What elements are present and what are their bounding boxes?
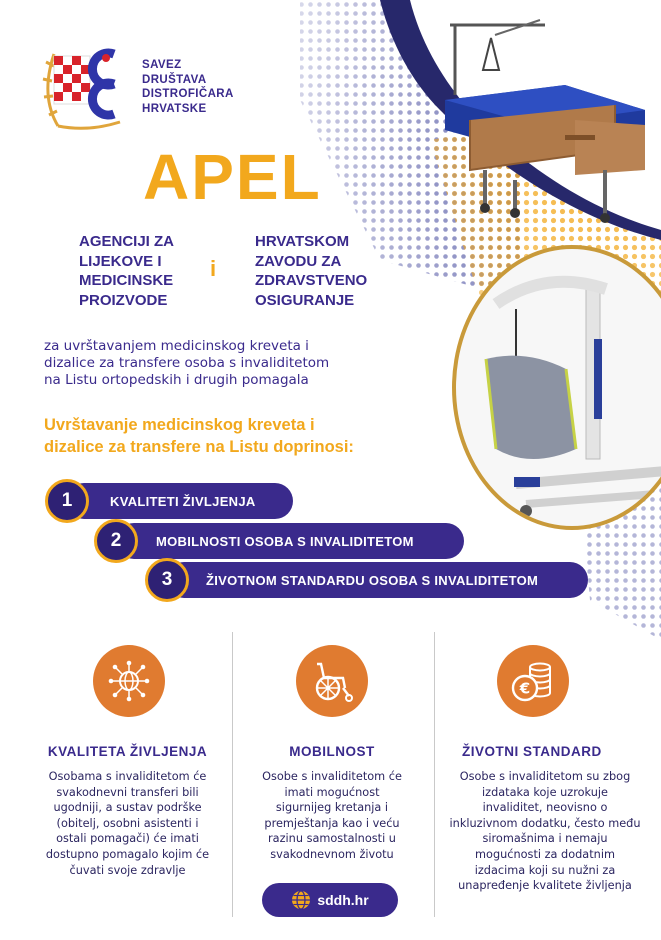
- column-divider: [434, 632, 435, 917]
- contribution-number: 2: [94, 519, 138, 563]
- hospital-bed-image: [415, 0, 661, 235]
- intro-text: za uvrštavanjem medicinskog kreveta i dizalice za transfere osoba s invaliditetom na Listu ortopedskih i drugih pomagala: [44, 338, 330, 388]
- org-line: DRUŠTAVA: [142, 73, 207, 86]
- contribution-label: ŽIVOTNOM STANDARDU OSOBA S INVALIDITETOM: [206, 572, 539, 588]
- column-text: Osobe s invaliditetom će imati mogućnost sigurnijeg kretanja i premještanja kao i veću razinu samostalnosti u svakodnevnom životu: [262, 770, 402, 861]
- contribution-item-1: [66, 483, 293, 519]
- recipient-agency: AGENCIJI ZA LIJEKOVE I MEDICINSKE PROIZVODE: [79, 233, 175, 309]
- contribution-number: 3: [145, 558, 189, 602]
- website-label: sddh.hr: [317, 892, 369, 908]
- column-title: MOBILNOST: [289, 744, 375, 759]
- recipient-insurance: HRVATSKOM ZAVODU ZA ZDRAVSTVENO OSIGURANJE: [255, 233, 368, 309]
- website-link[interactable]: [262, 883, 398, 917]
- wheelchair-icon: [296, 645, 368, 717]
- euro-coins-icon: [497, 645, 569, 717]
- contribution-label: KVALITETI ŽIVLJENJA: [110, 493, 256, 509]
- org-line: HRVATSKE: [142, 102, 207, 115]
- column-title: ŽIVOTNI STANDARD: [462, 744, 602, 759]
- org-line: DISTROFIČARA: [142, 88, 234, 100]
- column-text: Osobe s invaliditetom su zbog izdataka koje uzrokuje invaliditet, neovisno o inkluzivnom dodatku, često među siromašnima i nemaju mogućnosti za dodatnim izdacima koji su nužni za unapređenje kvalitete življenja: [449, 770, 641, 893]
- contribution-item-2: [116, 523, 464, 559]
- recipient-conjunction: i: [210, 256, 217, 281]
- org-line: SAVEZ: [142, 59, 182, 71]
- page-title: APEL: [143, 141, 322, 213]
- contribution-number: 1: [45, 479, 89, 523]
- column-title: KVALITETA ŽIVLJENJA: [47, 744, 208, 759]
- network-globe-icon: [93, 645, 165, 717]
- contribution-label: MOBILNOSTI OSOBA S INVALIDITETOM: [156, 533, 414, 549]
- contribution-heading: Uvrštavanje medicinskog kreveta i dizalice za transfere na Listu doprinosi:: [44, 416, 354, 456]
- globe-icon: [291, 890, 311, 910]
- contribution-item-3: [166, 562, 588, 598]
- organization-logo: [38, 36, 136, 132]
- patient-lift-drawing: [456, 249, 661, 530]
- organization-name: [142, 58, 234, 116]
- svg-text:€: €: [519, 679, 531, 698]
- column-text: Osobama s invaliditetom će svakodnevni transferi bili ugodniji, a sustav podrške (obitelj, osobni asistenti i ostali pomagači) će imati dostupno pomagalo kojim će čuvati svoje zdravlje: [45, 770, 210, 877]
